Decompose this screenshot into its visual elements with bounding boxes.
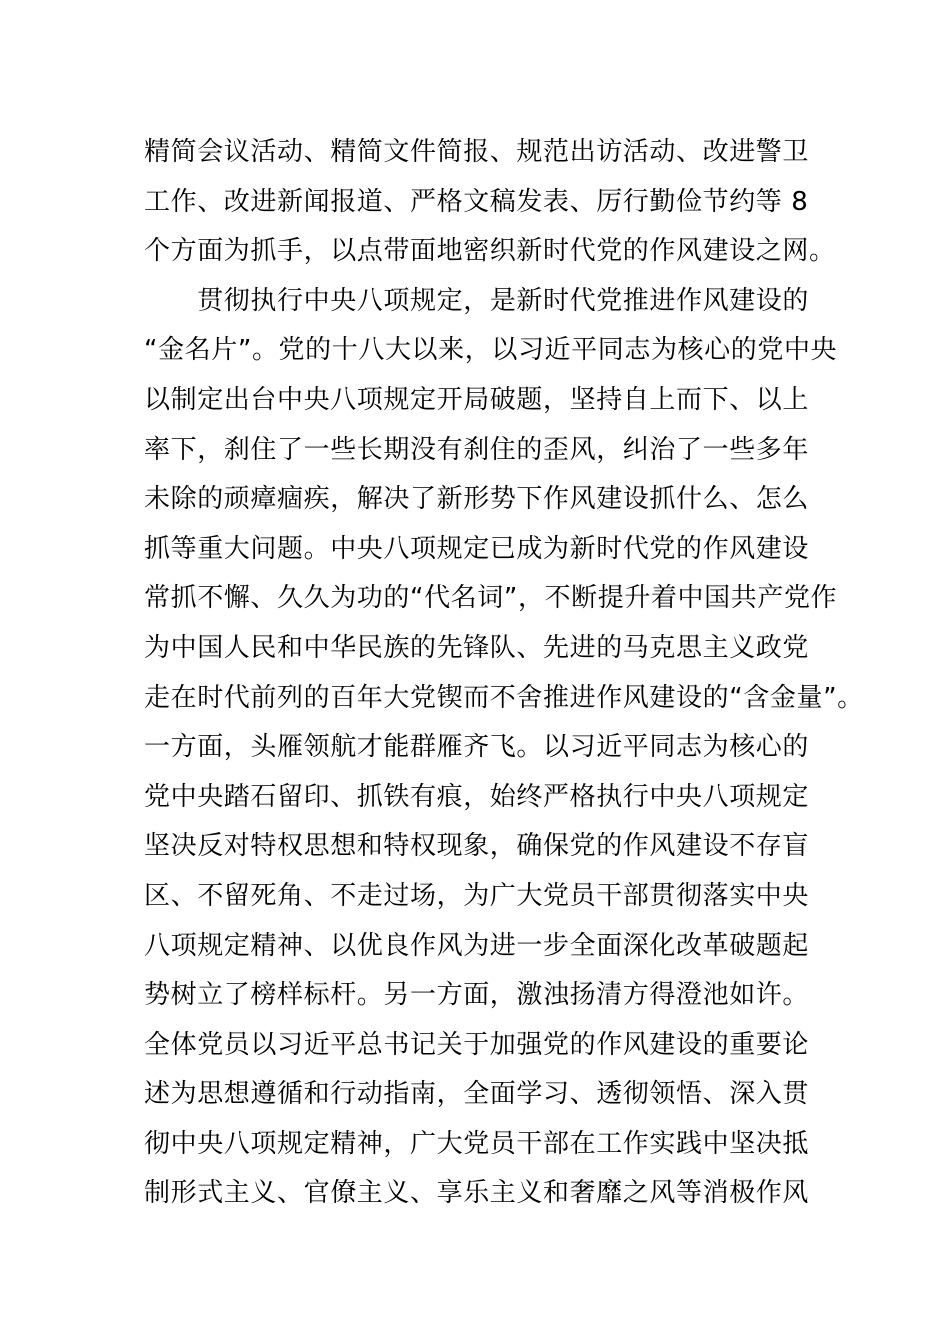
text-line: 精简会议活动、精简文件简报、规范出访活动、改进警卫 (144, 137, 810, 167)
text-line: 以制定出台中央八项规定开局破题，坚持自上而下、以上 (144, 384, 810, 415)
text-line: “金名片”。党的十八大以来，以习近平同志为核心的党中央 (144, 335, 838, 366)
text-line: 工作、改进新闻报道、严格文稿发表、厉行勤俭节约等 8 (144, 186, 809, 217)
text-line: 走在时代前列的百年大党锲而不舍推进作风建设的“含金量”。 (144, 682, 864, 713)
text-line: 制形式主义、官僚主义、享乐主义和奢靡之风等消极作风 (144, 1178, 810, 1209)
text-line: 党中央踏石留印、抓铁有痕，始终严格执行中央八项规定 (144, 781, 810, 812)
text-line: 率下，刹住了一些长期没有刹住的歪风，纠治了一些多年 (144, 434, 810, 465)
text-line: 一方面，头雁领航才能群雁齐飞。以习近平同志为核心的 (144, 732, 810, 763)
body-text (144, 128, 864, 1219)
text-line: 个方面为抓手，以点带面地密织新时代党的作风建设之网。 (144, 236, 836, 267)
text-line: 全体党员以习近平总书记关于加强党的作风建设的重要论 (144, 1029, 810, 1060)
text-line: 坚决反对特权思想和特权现象，确保党的作风建设不存盲 (144, 831, 810, 862)
text-line: 抓等重大问题。中央八项规定已成为新时代党的作风建设 (144, 533, 810, 564)
text-line: 常抓不懈、久久为功的“代名词”，不断提升着中国共产党作 (144, 583, 838, 614)
text-line: 彻中央八项规定精神，广大党员干部在工作实践中坚决抵 (144, 1128, 810, 1159)
text-line: 贯彻执行中央八项规定，是新时代党推进作风建设的 (144, 285, 810, 316)
text-line: 八项规定精神、以优良作风为进一步全面深化改革破题起 (144, 930, 810, 961)
text-line: 为中国人民和中华民族的先锋队、先进的马克思主义政党 (144, 632, 810, 663)
text-line: 区、不留死角、不走过场，为广大党员干部贯彻落实中央 (144, 880, 810, 911)
text-line: 未除的顽瘴痼疾，解决了新形势下作风建设抓什么、怎么 (144, 484, 810, 515)
text-line: 势树立了榜样标杆。另一方面，激浊扬清方得澄池如许。 (144, 980, 810, 1011)
text-line: 述为思想遵循和行动指南，全面学习、透彻领悟、深入贯 (144, 1079, 810, 1110)
